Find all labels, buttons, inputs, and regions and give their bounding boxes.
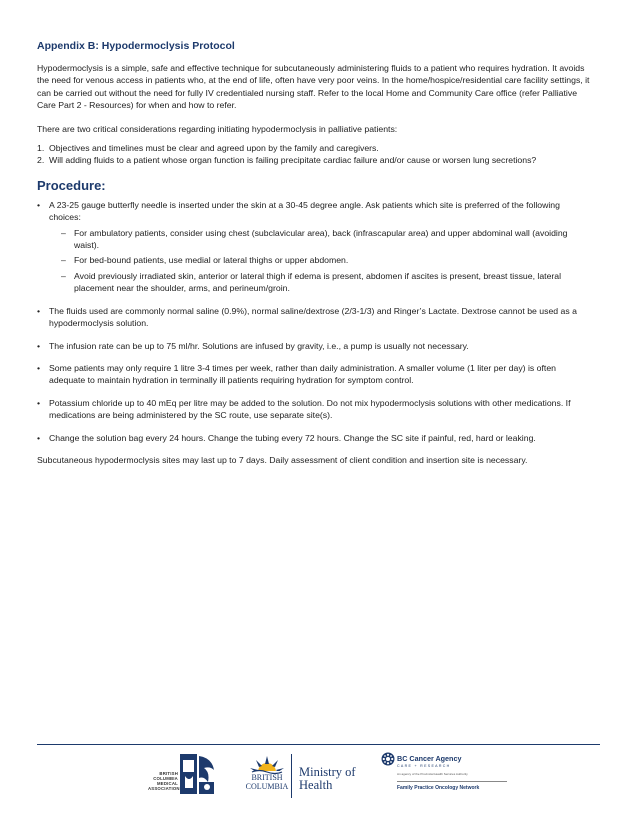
bcgov-line: BRITISH [251,773,283,782]
procedure-bullet [37,199,593,295]
ministry-of-health-wordmark [299,766,356,792]
bullet-mark: • [37,397,41,408]
network-divider [397,781,507,782]
bc-government-wordmark [242,774,292,791]
procedure-bullet [37,432,593,444]
bcca-name: BC Cancer Agency [397,754,462,763]
procedure-bullet [37,397,593,422]
considerations-intro: There are two critical considerations regarding initiating hypodermoclysis in palliative patients: [37,123,398,134]
considerations-list [37,142,593,167]
sub-item-text: Avoid previously irradiated skin, anterior or lateral thigh if edema is present, abdomen if ascites is present, breast tissue, lateral placement near the shoulder, arms, and perineum/groin. [74,270,562,294]
bcma-line: MEDICAL [157,781,178,786]
bullet-text: The fluids used are commonly normal saline (0.9%), normal saline/dextrose (2/3-1/3) and Ringer’s Lactate. Dextrose cannot be used as a hypodermoclysis solution. [49,305,577,329]
dash-mark: – [61,227,66,238]
sub-item [49,227,593,252]
footer-divider [37,744,600,745]
ministry-line: Ministry of [299,765,356,779]
list-item [37,142,593,154]
item-text: Will adding fluids to a patient whose organ function is failing precipitate cardiac failure and/or cause or worsen lung secretions? [49,155,537,166]
fpon-name: Family Practice Oncology Network [397,785,480,791]
intro-paragraph: Hypodermoclysis is a simple, safe and effective technique for subcutaneously administering fluids to a patient who requires hydration. It avoids the need for venous access in patients who, at the end of life, often have very poor veins. In the home/hospice/residential care facility settings, it can be carried out without the need for fully IV credentialed nursing staff. Refer to the local Home and Community Care office (refer Palliative Care Part 2 - Resources) for when and how to refer. [37,63,590,111]
sub-item-text: For ambulatory patients, consider using chest (subclavicular area), back (infrascapular area) and upper abdominal wall (avoiding waist). [74,227,568,251]
appendix-title: Appendix B: Hypodermoclysis Protocol [37,40,235,52]
bullet-mark: • [37,199,41,210]
bullet-text: The infusion rate can be up to 75 ml/hr. Solutions are infused by gravity, i.e., a pump is usually not necessary. [49,340,469,351]
dash-mark: – [61,255,66,266]
bcma-line: BRITISH [159,771,178,776]
bc-cancer-agency-logo-icon [381,752,395,766]
bullet-mark: • [37,362,41,373]
bullet-mark: • [37,305,41,316]
item-number: 2. [37,155,45,166]
bcma-wordmark [148,771,178,791]
ministry-line: Health [299,778,333,792]
bullet-text: Potassium chloride up to 40 mEq per litre may be added to the solution. Do not mix hypodermoclysis solutions with other medications. If medications are being administered by the SC route, use separate site(s). [49,397,571,421]
bcma-line: ASSOCIATION [148,786,180,791]
procedure-bullet [37,340,593,352]
bcca-agency-note: An agency of the Provincial Health Services Authority [397,772,468,776]
sub-item-text: For bed-bound patients, use medial or lateral thighs or upper abdomen. [74,255,349,266]
item-number: 1. [37,143,45,154]
bullet-text: Change the solution bag every 24 hours. Change the tubing every 72 hours. Change the SC site if painful, red, hard or leaking. [49,432,536,443]
sub-item [49,270,593,295]
document-page [37,40,593,477]
closing-paragraph: Subcutaneous hypodermoclysis sites may last up to 7 days. Daily assessment of client condition and insertion site is necessary. [37,454,528,465]
bcca-tagline: CARE + RESEARCH [397,764,451,768]
bcgov-line: COLUMBIA [245,781,289,791]
bcma-logo-icon [180,754,216,794]
bullet-mark: • [37,340,41,351]
procedure-heading: Procedure: [37,177,106,193]
bullet-text: Some patients may only require 1 litre 3-4 times per week, rather than daily administration. A smaller volume (1 liter per day) is often adequate to maintain hydration in terminally ill patients requiring hydration for symptom control. [49,362,556,386]
procedure-bullet [37,362,593,387]
bullet-mark: • [37,432,41,443]
item-text: Objectives and timelines must be clear and agreed upon by the family and caregivers. [49,143,379,154]
sub-item [49,254,593,266]
dash-mark: – [61,270,66,281]
logo-divider [291,754,292,798]
bc-government-logo-icon [246,752,288,774]
bcma-line: COLUMBIA [153,776,178,781]
list-item [37,154,593,166]
bullet-text: A 23-25 gauge butterfly needle is inserted under the skin at a 30-45 degree angle. Ask patients which site is preferred of the following choices: [49,199,560,223]
procedure-bullet [37,305,593,330]
footer-logos [0,748,638,808]
site-choices-list [49,227,593,295]
